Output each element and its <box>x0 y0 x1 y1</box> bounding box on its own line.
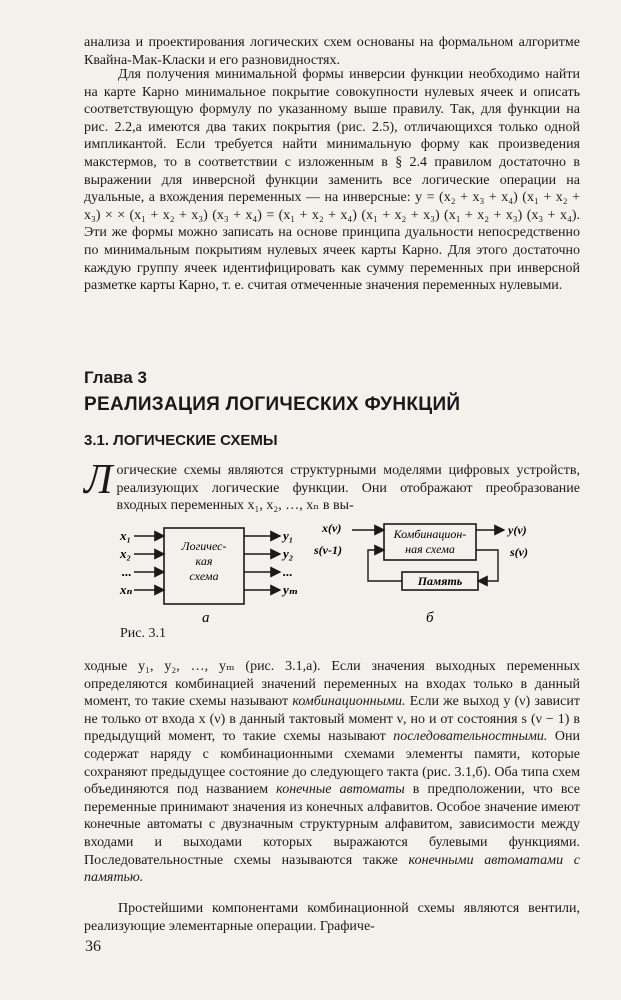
diagram-a-label: а <box>202 610 210 626</box>
term-combinational: комбинационными. <box>292 694 406 710</box>
output-ym: yₘ <box>283 582 299 597</box>
input-xn: xₙ <box>120 582 133 597</box>
comb-line2: ная схема <box>405 542 455 556</box>
p4-part-a: ходные y₁, y₂, …, yₘ (рис. 3.1,a). Если значения выходных переменных определяются комбинацией значений переменных на входах только в данный момент, то такие схемы называют <box>84 659 580 710</box>
input-x2: x₂ <box>120 546 132 561</box>
paragraph-4 <box>84 658 580 887</box>
paragraph-5: Простейшими компонентами комбинационной схемы являются вентили, реализующие элементарные операции. Графиче- <box>84 901 580 934</box>
feedback-in-line <box>368 550 402 581</box>
chapter-number: Глава 3 <box>84 368 147 387</box>
logic-block-line1: Логичес- <box>181 539 227 553</box>
paragraph-2: Для получения минимальной формы инверсии функции необходимо найти на карте Карно минимальное покрытие совокупности нулевых ячеек и описать соответствующую формулу по указанному выше правилу. Так, для функции на рис. 2.2,a имеются два таких покрытия (рис. 2.5), отличающихся только одной импликантой. Если требуется найти минимальную форму как произведения макстермов, то в соответствии с изложенным в § 2.4 правилом достаточно в выражении для инверсной функции заменить все логические операции на дуальные, а вхождения переменных — на инверсные: y = (x₂ + x₃ + x₄) (x₁ + x₂ + x₃) × × (x₁ + x₂ + x₃) (x₃ + x₄) = (x₁ + x₂ + x₄) (x₁ + x₂ + x₃) (x₁ + x₂ + x₃) (x₃ + x₄). Эти же формы можно записать на основе принципа дуальности непосредственно по минимальным покрытиям нулевых ячеек карты Карно. Для этого достаточно каждую группу ячеек идентифицировать как сумму переменных при инверсной разметке карты Карно, т. е. считая отмеченные значения переменных нулевыми. <box>84 67 580 294</box>
output-y2: y₂ <box>283 546 294 561</box>
output-y1: y₁ <box>283 528 294 543</box>
logic-block-line3: схема <box>189 569 219 583</box>
input-s-prev: s(ν-1) <box>314 543 342 557</box>
figure-caption: Рис. 3.1 <box>120 626 166 641</box>
p4-part-d: в предположении, что все переменные принимают значения из конечных алфавитов. Особое значение имеют конечные автоматы с двузначным структурным алфавитом, зависимости между входами и выходами которых выражаются булевыми функциями. Последовательностные схемы называются также <box>84 782 580 868</box>
paragraph-3 <box>84 457 580 515</box>
term-sequential: последовательностными. <box>393 729 548 745</box>
p4-part-c: Они содержат наряду с комбинационными схемами элементы памяти, которые сохраняют предыдущее состояние до следующего такта (рис. 3.1,б). Оба типа схем объединяются под названием <box>84 729 580 798</box>
comb-line1: Комбинацион- <box>393 527 467 541</box>
input-dots: ... <box>122 564 132 579</box>
term-automata-with-memory: конечными автоматами с памятью. <box>84 852 580 886</box>
section-title: 3.1. ЛОГИЧЕСКИЕ СХЕМЫ <box>84 432 278 449</box>
drop-cap: Л <box>84 457 113 503</box>
diagram-b-label: б <box>426 610 434 626</box>
paragraph-1: анализа и проектирования логических схем основаны на формальном алгоритме Квайна-Мак-Класки и его разновидностях. <box>84 35 580 68</box>
diagram-a <box>119 528 298 626</box>
output-dots: ... <box>283 564 293 579</box>
chapter-title: РЕАЛИЗАЦИЯ ЛОГИЧЕСКИХ ФУНКЦИЙ <box>84 394 461 415</box>
term-finite-automata: конечные автоматы <box>276 782 405 798</box>
output-s-nu: s(ν) <box>510 545 528 559</box>
paragraph-3-text: огические схемы являются структурными моделями цифровых устройств, реализующих логические функции. Они отображают преобразование входных переменных x₁, x₂, …, xₙ в вы- <box>116 463 580 514</box>
output-y-nu: y(ν) <box>508 523 527 537</box>
diagram-b <box>313 521 528 626</box>
input-x-nu: x(ν) <box>322 521 342 535</box>
page-number: 36 <box>85 938 101 955</box>
feedback-out-line <box>476 550 498 581</box>
input-x1: x₁ <box>120 528 132 543</box>
logic-block-line2: кая <box>195 554 213 568</box>
p4-part-b: Если же выход y (ν) зависит не только от входа x (ν) в данный тактовый момент ν, но и от состояния s (ν − 1) в предыдущий момент, то такие схемы называют <box>84 694 580 745</box>
memory-label: Память <box>417 574 463 588</box>
